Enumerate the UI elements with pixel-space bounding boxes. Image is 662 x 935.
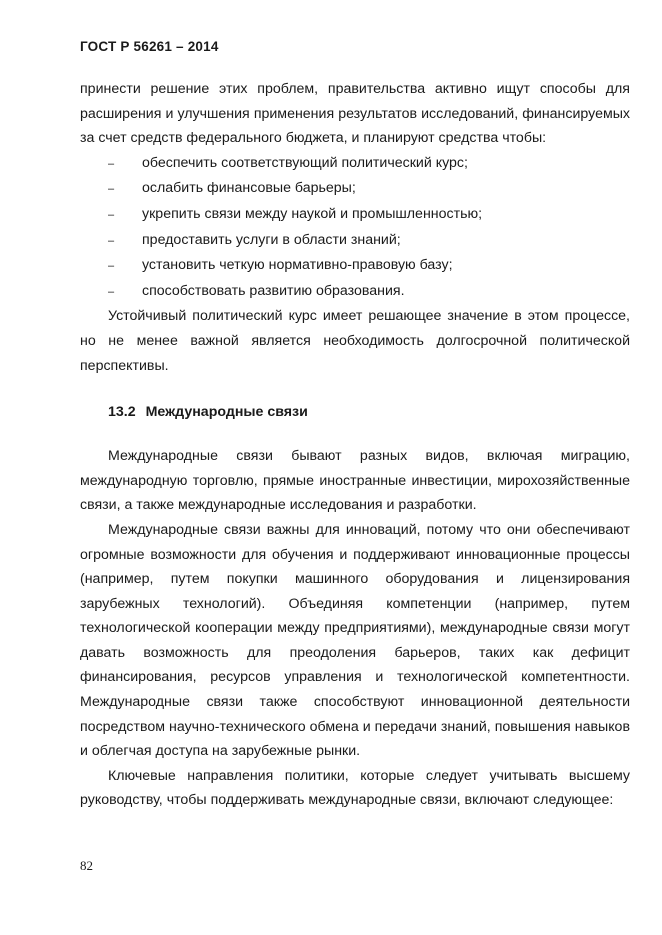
list-item-text: ослабить финансовые барьеры;: [142, 180, 356, 197]
bullet-dash: –: [108, 234, 115, 247]
page-body: [80, 77, 630, 813]
policy-paragraph: Устойчивый политический курс имеет решающее значение в этом процессе, но не менее важной является необходимость долгосрочной политической перспективы.: [80, 308, 630, 374]
list-item: [80, 228, 630, 254]
bullet-dash: –: [108, 183, 115, 196]
list-item: [80, 176, 630, 202]
list-item-text: установить четкую нормативно-правовую базу;: [142, 257, 453, 274]
bullet-dash: –: [108, 208, 115, 221]
list-item-text: предоставить услуги в области знаний;: [142, 231, 401, 248]
bullet-dash: –: [108, 285, 115, 298]
intro-paragraph: принести решение этих проблем, правительства активно ищут способы для расширения и улучшения применения результатов исследований, финансируемых за счет средств федерального бюджета, и планируют средства чтобы:: [80, 81, 630, 147]
list-item: [80, 253, 630, 279]
body-paragraph: Международные связи бывают разных видов, включая миграцию, международную торговлю, прямые иностранные инвестиции, мирохозяйственные связи, а также международные исследования и разработки.: [80, 448, 630, 514]
section-title: Международные связи: [145, 404, 308, 421]
page-number: 82: [80, 858, 93, 873]
document-header: ГОСТ Р 56261 – 2014: [80, 39, 219, 54]
list-item-text: укрепить связи между наукой и промышленностью;: [142, 205, 483, 222]
body-paragraph: Международные связи важны для инноваций, потому что они обеспечивают огромные возможности для обучения и поддерживают инновационные процессы (например, путем покупки машинного оборудования и лицензирования зарубежных технологий). Объединяя компетенции (например, путем технологической кооперации между предприятиями), международные связи могут давать возможность для преодоления барьеров, таких как дефицит финансирования, ресурсов управления и технологической компетентности. Международные связи также способствуют инновационной деятельности посредством научно-технического обмена и передачи знаний, повышения навыков и облегчая доступа на зарубежные рынки.: [80, 521, 630, 760]
section-number: 13.2: [108, 404, 136, 421]
bullet-dash: –: [108, 260, 115, 273]
list-item: [80, 151, 630, 177]
section-heading: [108, 400, 630, 424]
list-item-text: способствовать развитию образования.: [142, 282, 405, 299]
bullet-list: [80, 151, 630, 305]
body-paragraph: Ключевые направления политики, которые следует учитывать высшему руководству, чтобы поддерживать международные связи, включают следующее:: [80, 767, 630, 809]
bullet-dash: –: [108, 157, 115, 170]
list-item: [80, 279, 630, 305]
list-item: [80, 202, 630, 228]
list-item-text: обеспечить соответствующий политический курс;: [142, 154, 468, 171]
